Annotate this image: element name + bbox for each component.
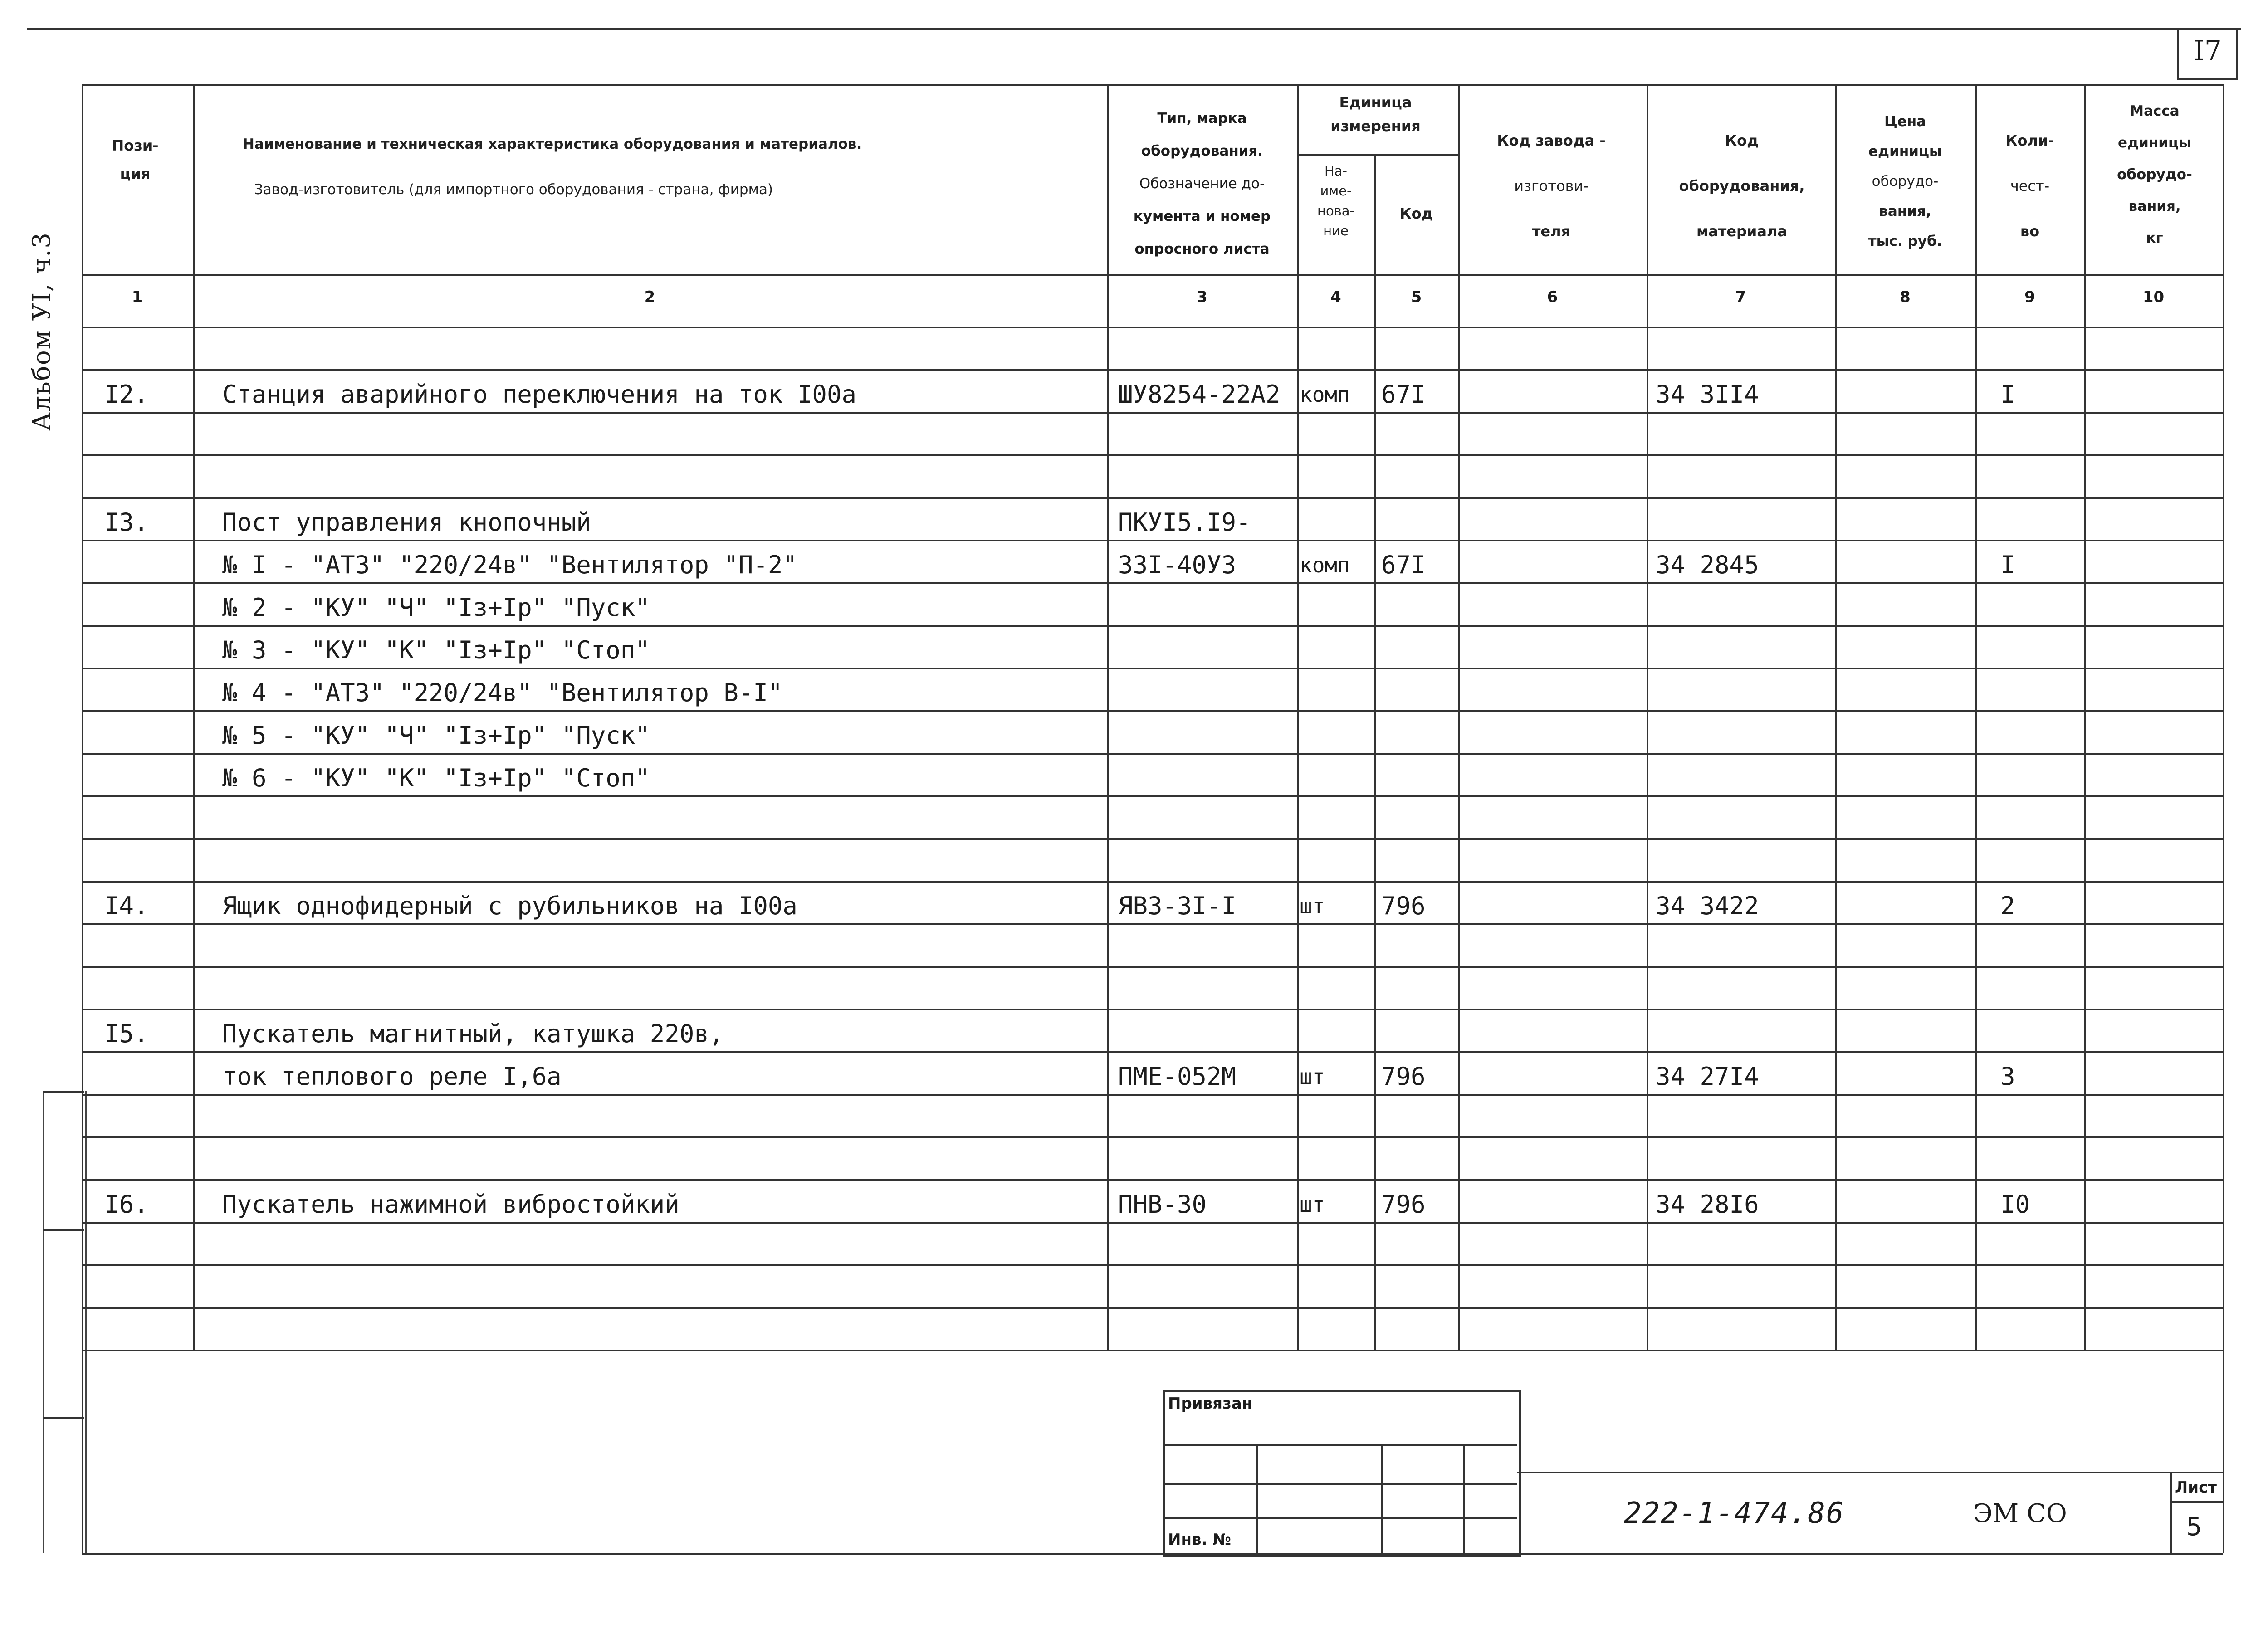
header-bottom-line xyxy=(82,274,2223,276)
name-cell: № 4 - "АТЗ" "220/24в" "Вентилятор В-I" xyxy=(222,678,783,707)
type-cell: ПКУI5.I9- xyxy=(1118,508,1251,537)
unit-name-cell: шт xyxy=(1300,1064,1325,1089)
number-row-bottom-line xyxy=(82,327,2223,328)
equipment-code-cell: 34 28I6 xyxy=(1656,1190,1759,1219)
document-code: ЭМ СО xyxy=(1973,1499,2067,1528)
header-type: Тип, марка оборудования. Обозначение до- кумента и номер опросного листа xyxy=(1133,110,1271,257)
header-price: Цена единицы оборудо- вания, тыс. руб. xyxy=(1868,113,1942,249)
stamp-linked-label: Привязан xyxy=(1168,1395,1253,1413)
unit-code-cell: 796 xyxy=(1381,892,1426,920)
header-position: Пози- ция xyxy=(112,137,159,182)
name-cell: Пост управления кнопочный xyxy=(222,508,591,537)
type-cell: ПМЕ-052М xyxy=(1118,1062,1237,1091)
unit-name-cell: шт xyxy=(1300,1192,1325,1217)
position-cell: I5. xyxy=(104,1019,149,1048)
column-line xyxy=(1107,84,1109,1350)
name-cell: № 6 - "КУ" "К" "Iз+Iр" "Стоп" xyxy=(222,764,650,792)
row-line xyxy=(82,1307,2223,1309)
column-line xyxy=(1297,84,1299,1350)
stamp-line xyxy=(1463,1444,1465,1553)
header-equipment-code: Код оборудования, материала xyxy=(1679,132,1805,240)
column-number: 3 xyxy=(1197,288,1207,306)
stamp-line xyxy=(1517,1472,2223,1473)
sheet-label: Лист xyxy=(2175,1478,2217,1497)
position-cell: I2. xyxy=(104,380,149,409)
row-line xyxy=(82,1009,2223,1010)
unit-code-cell: 796 xyxy=(1381,1062,1426,1091)
column-number: 6 xyxy=(1547,288,1558,306)
row-line xyxy=(82,966,2223,968)
row-line xyxy=(82,1179,2223,1181)
column-number: 1 xyxy=(132,288,143,306)
quantity-cell: I xyxy=(2000,551,2015,579)
position-cell: I4. xyxy=(104,892,149,920)
name-cell: Пускатель нажимной вибростойкий xyxy=(222,1190,679,1219)
column-number: 10 xyxy=(2142,288,2165,306)
column-line xyxy=(1835,84,1837,1350)
unit-code-cell: 67I xyxy=(1381,551,1426,579)
unit-name-cell: комп xyxy=(1300,553,1350,577)
column-line xyxy=(1374,154,1376,1350)
position-cell: I3. xyxy=(104,508,149,537)
name-cell: Пускатель магнитный, катушка 220в, xyxy=(222,1019,724,1048)
quantity-cell: 3 xyxy=(2000,1062,2015,1091)
equipment-code-cell: 34 3422 xyxy=(1656,892,1759,920)
stamp-inventory-label: Инв. № xyxy=(1168,1531,1232,1549)
unit-code-cell: 796 xyxy=(1381,1190,1426,1219)
header-name-line2: Завод-изготовитель (для импортного оборудования - страна, фирма) xyxy=(254,181,773,198)
name-cell: № I - "АТЗ" "220/24в" "Вентилятор "П-2" xyxy=(222,551,797,579)
name-cell: ток теплового реле I,6а xyxy=(222,1062,562,1091)
quantity-cell: 2 xyxy=(2000,892,2015,920)
column-number: 7 xyxy=(1735,288,1746,306)
header-name-line1: Наименование и техническая характеристика оборудования и материалов. xyxy=(243,136,862,152)
column-number: 4 xyxy=(1330,288,1341,306)
header-unit-name: На- име- нова- ние xyxy=(1317,163,1355,239)
name-cell: № 3 - "КУ" "К" "Iз+Iр" "Стоп" xyxy=(222,636,650,664)
row-line xyxy=(82,454,2223,456)
column-line xyxy=(1647,84,1648,1350)
header-unit-code: Код xyxy=(1399,205,1433,222)
album-side-title: Альбом УI, ч.3 xyxy=(27,232,56,431)
table-top-border xyxy=(82,84,2223,86)
header-mass: Масса единицы оборудо- вания, кг xyxy=(2117,103,2192,246)
unit-code-cell: 67I xyxy=(1381,380,1426,409)
document-number: 222-1-474.86 xyxy=(1624,1497,1845,1530)
equipment-code-cell: 34 27I4 xyxy=(1656,1062,1759,1091)
row-line xyxy=(82,1264,2223,1266)
sheet-number: 5 xyxy=(2186,1512,2202,1541)
column-number: 8 xyxy=(1900,288,1911,306)
type-cell: ШУ8254-22А2 xyxy=(1118,380,1281,409)
row-line xyxy=(82,369,2223,371)
name-cell: Ящик однофидерный с рубильников на I00а xyxy=(222,892,797,920)
header-factory-code: Код завода - изготови- теля xyxy=(1497,132,1606,240)
header-unit-group: Единица измерения xyxy=(1330,94,1421,135)
column-number: 9 xyxy=(2024,288,2035,306)
name-cell: № 5 - "КУ" "Ч" "Iз+Iр" "Пуск" xyxy=(222,721,650,750)
stamp-line xyxy=(1256,1444,1258,1553)
position-cell: I6. xyxy=(104,1190,149,1219)
row-line xyxy=(82,838,2223,840)
unit-name-cell: комп xyxy=(1300,382,1350,407)
column-line xyxy=(1975,84,1977,1350)
column-line xyxy=(2084,84,2086,1350)
column-line xyxy=(193,84,195,1350)
column-number: 5 xyxy=(1411,288,1422,306)
equipment-code-cell: 34 3II4 xyxy=(1656,380,1759,409)
row-line xyxy=(82,1350,2223,1351)
column-line xyxy=(1458,84,1460,1350)
quantity-cell: I0 xyxy=(2000,1190,2030,1219)
unit-name-cell: шт xyxy=(1300,894,1325,918)
column-number: 2 xyxy=(644,288,655,306)
row-line xyxy=(82,1136,2223,1138)
name-cell: № 2 - "КУ" "Ч" "Iз+Iр" "Пуск" xyxy=(222,593,650,622)
unit-group-divider xyxy=(1297,154,1458,156)
sheet-box-divider xyxy=(2170,1501,2223,1503)
equipment-code-cell: 34 2845 xyxy=(1656,551,1759,579)
type-cell: 33I-40У3 xyxy=(1118,551,1237,579)
type-cell: ПНВ-30 xyxy=(1118,1190,1207,1219)
frame-right-border xyxy=(2223,84,2224,1553)
stamp-line xyxy=(1381,1444,1383,1553)
type-cell: ЯВЗ-3I-I xyxy=(1118,892,1237,920)
row-line xyxy=(82,497,2223,499)
header-quantity: Коли- чест- во xyxy=(2005,132,2054,240)
page-number: I7 xyxy=(2194,35,2222,67)
quantity-cell: I xyxy=(2000,380,2015,409)
name-cell: Станция аварийного переключения на ток I00а xyxy=(222,380,856,409)
frame-bottom-border xyxy=(82,1553,2223,1555)
row-line xyxy=(82,881,2223,883)
